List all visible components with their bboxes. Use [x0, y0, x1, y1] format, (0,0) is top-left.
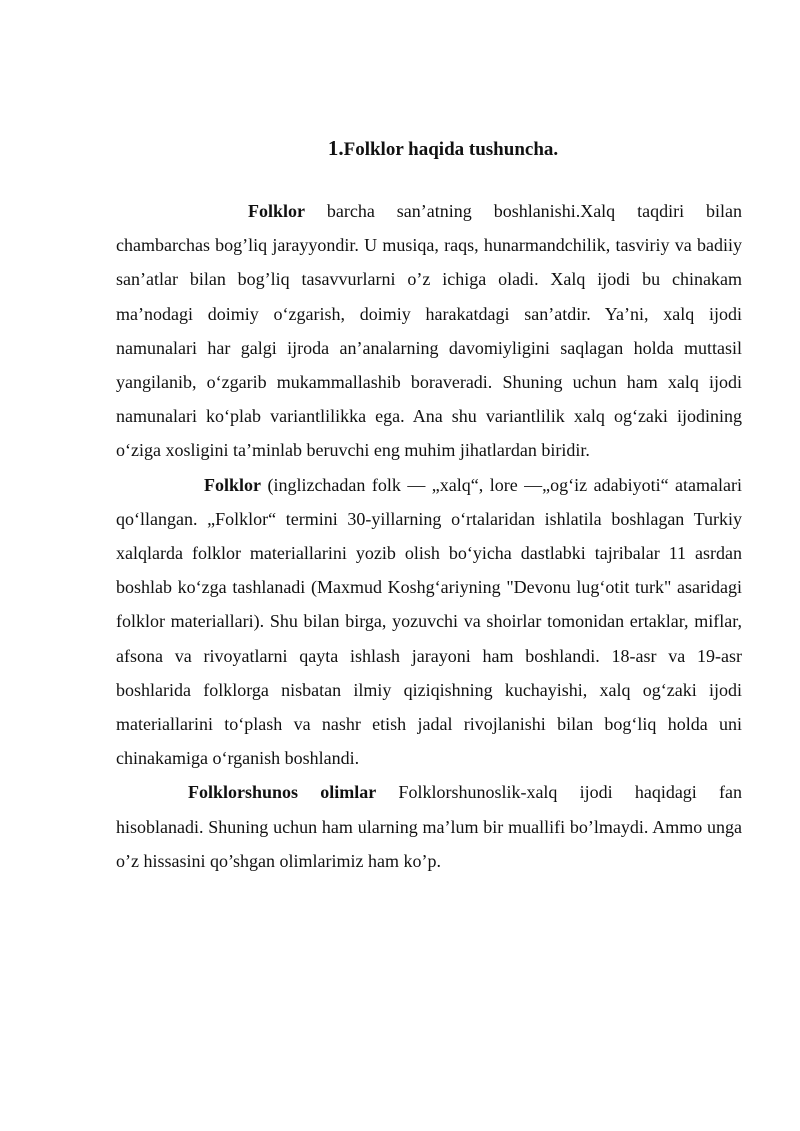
section-title: [116, 128, 742, 170]
paragraph-body: Folklorshunoslik-xalq ijodi haqidagi fan hisoblanadi. Shuning uchun ham ularning ma’lum bir muallifi bo’lmaydi. Ammo unga o’z hissasini qo’shgan olimlarimiz ham ko’p.: [116, 782, 742, 871]
paragraph-body: (inglizchadan folk — „xalq“, lore —„og‘iz adabiyoti“ atamalari qo‘llangan. „Folklor“ termini 30-yillarning o‘rtalaridan ishlatila boshlagan Turkiy xalqlarda folklor materiallarini yozib olish bo‘yicha dastlabki tajribalar 11 asrdan boshlab ko‘zga tashlanadi (Maxmud Koshg‘ariyning "Devonu lug‘otit turk" asaridagi folklor materiallari). Shu bilan birga, yozuvchi va shoirlar tomonidan ertaklar, miflar, afsona va rivoyatlarni qayta ishlash jarayoni ham boshlandi. 18-asr va 19-asr boshlarida folklorga nisbatan ilmiy qiziqishning kuchayishi, xalq og‘zaki ijodi materiallarini to‘plash va nashr etish jadal rivojlanishi bilan bog‘liq holda uni chinakamiga o‘rganish boshlandi.: [116, 474, 742, 769]
document-page: [116, 128, 742, 878]
paragraph-folklor-etymology: [116, 468, 742, 776]
paragraph-folklorshunos-olimlar: [116, 775, 742, 878]
paragraph-body: barcha san’atning boshlanishi.Xalq taqdiri bilan chambarchas bog’liq jarayyondir. U musiqa, raqs, hunarmandchilik, tasviriy va badiiy san’atlar bilan bog’liq tasavvurlarni o’z ichiga oladi. Xalq ijodi bu chinakam ma’nodagi doimiy o‘zgarish, doimiy harakatdagi san’atdir. Ya’ni, xalq ijodi namunalari har galgi ijroda an’analarning davomiyligini saqlagan holda muttasil yangilanib, o‘zgarib mukammallashib boraveradi. Shuning uchun ham xalq ijodi namunalari ko‘plab variantlilikka ega. Ana shu variantlilik xalq og‘zaki ijodining o‘ziga xosligini ta’minlab beruvchi eng muhim jihatlardan biridir.: [116, 201, 742, 461]
paragraph-lead-term: Folklorshunos olimlar: [188, 782, 377, 803]
paragraph-folklor-definition: [116, 194, 742, 468]
paragraph-lead-term: Folklor: [204, 474, 261, 495]
paragraph-lead-term: Folklor: [248, 201, 305, 221]
section-title-text: Folklor haqida tushuncha.: [343, 139, 559, 160]
section-number: 1.: [327, 136, 344, 160]
